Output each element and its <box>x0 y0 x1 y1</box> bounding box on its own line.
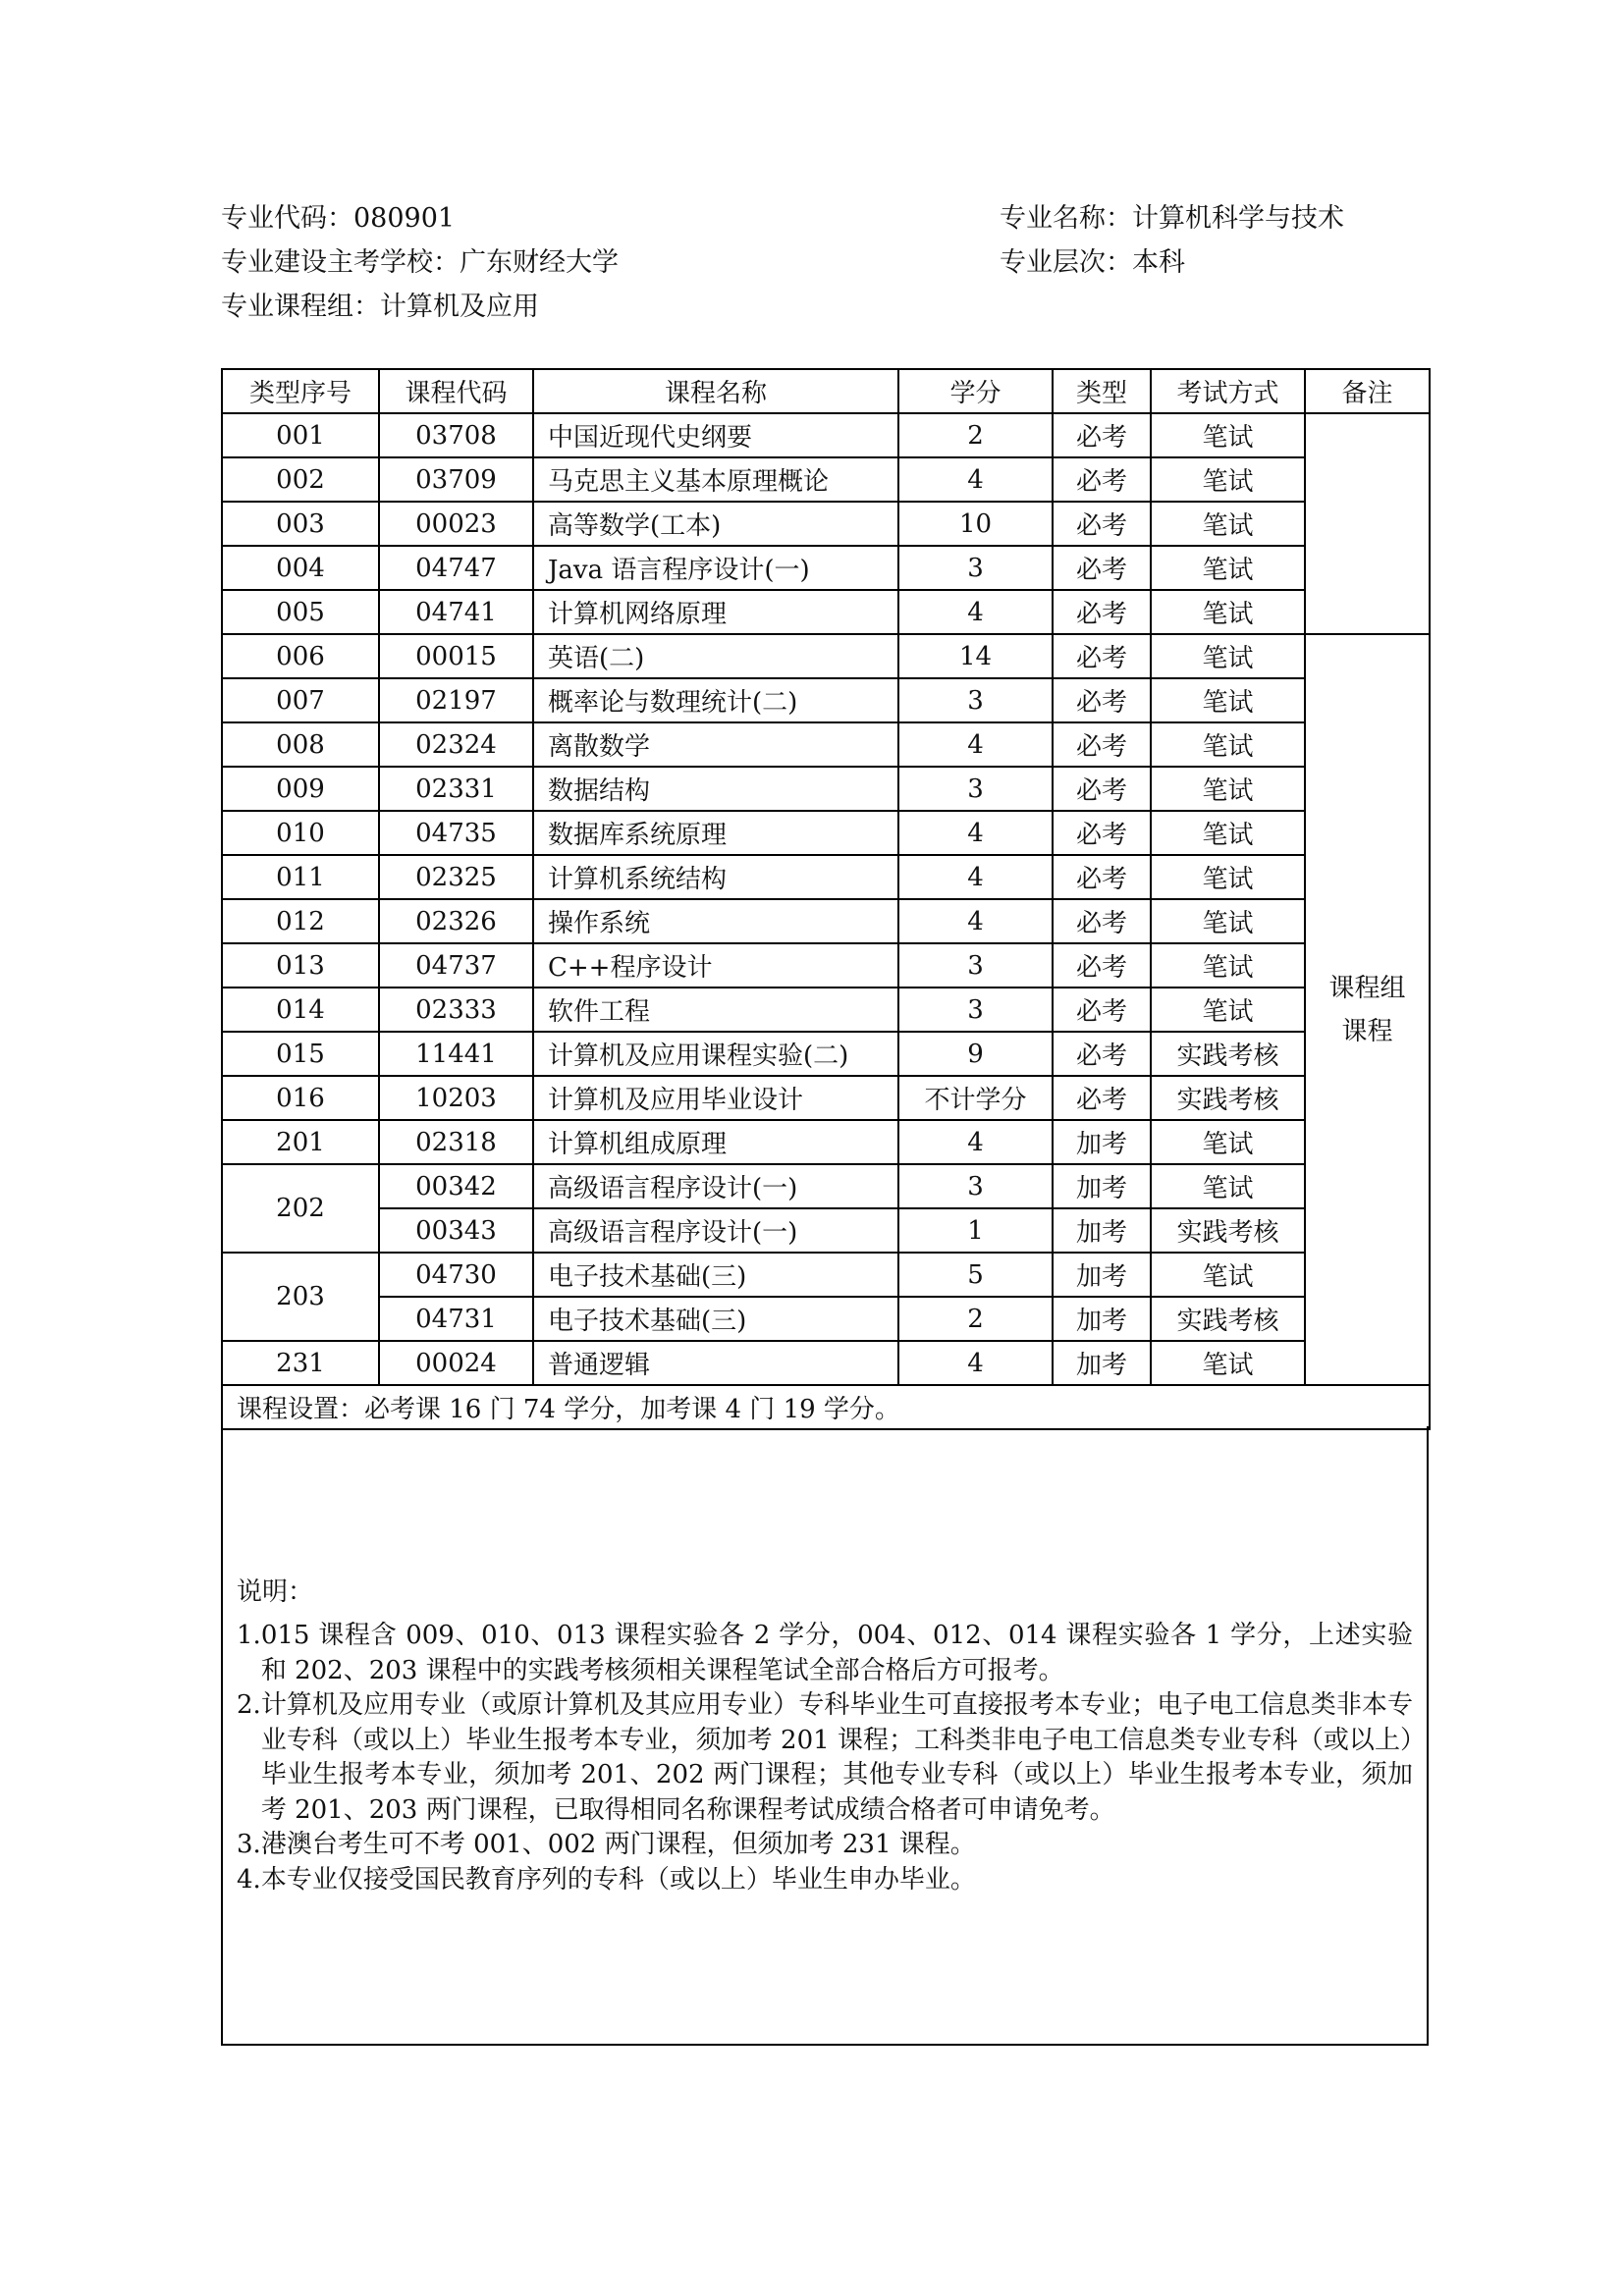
cell-credit: 2 <box>898 413 1053 457</box>
note-item <box>237 1863 1413 1898</box>
cell-type: 必考 <box>1053 457 1151 502</box>
note-number: 4. <box>237 1864 261 1895</box>
cell-credit: 4 <box>898 1120 1053 1164</box>
cell-seq: 002 <box>222 457 379 502</box>
cell-name: Java 语言程序设计(一) <box>533 546 898 590</box>
cell-type: 加考 <box>1053 1253 1151 1297</box>
cell-exam: 笔试 <box>1151 413 1305 457</box>
table-row <box>222 634 1430 678</box>
course-group: 专业课程组：计算机及应用 <box>221 292 539 322</box>
cell-exam: 笔试 <box>1151 943 1305 988</box>
cell-credit: 5 <box>898 1253 1053 1297</box>
cell-credit: 不计学分 <box>898 1076 1053 1120</box>
cell-type: 必考 <box>1053 590 1151 634</box>
note-number: 2. <box>237 1690 261 1720</box>
cell-credit: 9 <box>898 1032 1053 1076</box>
cell-type: 必考 <box>1053 634 1151 678</box>
table-row <box>222 678 1430 722</box>
table-row <box>222 546 1430 590</box>
host-school: 专业建设主考学校：广东财经大学 <box>221 247 619 278</box>
cell-seq: 003 <box>222 502 379 546</box>
cell-exam: 笔试 <box>1151 678 1305 722</box>
cell-seq: 231 <box>222 1341 379 1385</box>
cell-exam: 笔试 <box>1151 546 1305 590</box>
remark-line-2: 课程 <box>1341 1016 1393 1046</box>
table-row <box>222 722 1430 767</box>
cell-code: 04731 <box>379 1297 533 1341</box>
note-text: 计算机及应用专业（或原计算机及其应用专业）专科毕业生可直接报考本专业；电子电工信息类非本专业专科（或以上）毕业生报考本专业，须加考 201 课程；工科类非电子电工信息类专业专科（或以上）毕业生报考本专业，须加考 201、202 两门课程；其他专业专科（或以上）毕业生报考本专业，须加考 201、203 两门课程，已取得相同名称课程考试成绩合格者可申请免考。 <box>260 1690 1413 1825</box>
cell-seq: 004 <box>222 546 379 590</box>
table-row <box>222 1208 1430 1253</box>
cell-name: 计算机及应用毕业设计 <box>533 1076 898 1120</box>
cell-type: 必考 <box>1053 678 1151 722</box>
cell-type: 加考 <box>1053 1120 1151 1164</box>
cell-seq: 016 <box>222 1076 379 1120</box>
cell-seq: 010 <box>222 811 379 855</box>
cell-name: 英语(二) <box>533 634 898 678</box>
table-row <box>222 413 1430 457</box>
cell-seq: 015 <box>222 1032 379 1076</box>
cell-code: 10203 <box>379 1076 533 1120</box>
cell-seq: 001 <box>222 413 379 457</box>
cell-code: 02318 <box>379 1120 533 1164</box>
cell-type: 必考 <box>1053 767 1151 811</box>
cell-code: 00342 <box>379 1164 533 1208</box>
col-header-code: 课程代码 <box>379 369 533 413</box>
cell-credit: 3 <box>898 678 1053 722</box>
table-row <box>222 590 1430 634</box>
cell-name: 电子技术基础(三) <box>533 1297 898 1341</box>
cell-seq: 014 <box>222 988 379 1032</box>
cell-exam: 笔试 <box>1151 855 1305 899</box>
table-row <box>222 457 1430 502</box>
col-header-type: 类型 <box>1053 369 1151 413</box>
cell-code: 02326 <box>379 899 533 943</box>
cell-exam: 笔试 <box>1151 811 1305 855</box>
table-row <box>222 855 1430 899</box>
cell-credit: 2 <box>898 1297 1053 1341</box>
table-header-row <box>222 369 1430 413</box>
table-row <box>222 1032 1430 1076</box>
table-row <box>222 1120 1430 1164</box>
cell-remark-course-group <box>1305 634 1430 1385</box>
cell-seq: 202 <box>222 1164 379 1253</box>
table-row <box>222 988 1430 1032</box>
cell-name: 计算机系统结构 <box>533 855 898 899</box>
cell-seq: 201 <box>222 1120 379 1164</box>
cell-name: 数据库系统原理 <box>533 811 898 855</box>
cell-credit: 3 <box>898 546 1053 590</box>
cell-type: 必考 <box>1053 1076 1151 1120</box>
cell-code: 02325 <box>379 855 533 899</box>
cell-exam: 实践考核 <box>1151 1297 1305 1341</box>
cell-name: C++程序设计 <box>533 943 898 988</box>
cell-type: 加考 <box>1053 1297 1151 1341</box>
cell-type: 必考 <box>1053 899 1151 943</box>
table-summary-row <box>222 1385 1430 1429</box>
note-number: 1. <box>237 1621 261 1650</box>
cell-exam: 笔试 <box>1151 722 1305 767</box>
col-header-credit: 学分 <box>898 369 1053 413</box>
cell-name: 计算机及应用课程实验(二) <box>533 1032 898 1076</box>
cell-code: 04735 <box>379 811 533 855</box>
cell-type: 必考 <box>1053 546 1151 590</box>
col-header-name: 课程名称 <box>533 369 898 413</box>
cell-name: 中国近现代史纲要 <box>533 413 898 457</box>
cell-exam: 笔试 <box>1151 457 1305 502</box>
cell-type: 加考 <box>1053 1208 1151 1253</box>
cell-credit: 4 <box>898 457 1053 502</box>
cell-code: 04747 <box>379 546 533 590</box>
cell-seq: 008 <box>222 722 379 767</box>
cell-exam: 笔试 <box>1151 767 1305 811</box>
cell-seq: 006 <box>222 634 379 678</box>
cell-code: 03709 <box>379 457 533 502</box>
cell-credit: 4 <box>898 811 1053 855</box>
cell-type: 必考 <box>1053 855 1151 899</box>
cell-code: 00343 <box>379 1208 533 1253</box>
cell-name: 高级语言程序设计(一) <box>533 1208 898 1253</box>
cell-credit: 3 <box>898 767 1053 811</box>
cell-type: 必考 <box>1053 943 1151 988</box>
table-row <box>222 767 1430 811</box>
cell-name: 计算机网络原理 <box>533 590 898 634</box>
table-row <box>222 899 1430 943</box>
cell-credit: 4 <box>898 899 1053 943</box>
note-item <box>237 1619 1413 1688</box>
cell-exam: 笔试 <box>1151 899 1305 943</box>
cell-code: 00023 <box>379 502 533 546</box>
note-text: 港澳台考生可不考 001、002 两门课程，但须加考 231 课程。 <box>260 1830 976 1859</box>
cell-code: 02197 <box>379 678 533 722</box>
note-text: 本专业仅接受国民教育序列的专科（或以上）毕业生申办毕业。 <box>260 1864 976 1895</box>
col-header-exam: 考试方式 <box>1151 369 1305 413</box>
cell-seq: 009 <box>222 767 379 811</box>
cell-name: 马克思主义基本原理概论 <box>533 457 898 502</box>
major-name: 专业名称：计算机科学与技术 <box>1000 203 1344 234</box>
cell-credit: 10 <box>898 502 1053 546</box>
cell-credit: 3 <box>898 943 1053 988</box>
notes-list <box>237 1619 1413 1897</box>
cell-code: 04737 <box>379 943 533 988</box>
cell-code: 11441 <box>379 1032 533 1076</box>
cell-credit: 3 <box>898 988 1053 1032</box>
cell-type: 加考 <box>1053 1164 1151 1208</box>
col-header-remark: 备注 <box>1305 369 1430 413</box>
cell-exam: 笔试 <box>1151 502 1305 546</box>
table-row <box>222 811 1430 855</box>
cell-credit: 4 <box>898 855 1053 899</box>
cell-exam: 实践考核 <box>1151 1032 1305 1076</box>
cell-exam: 实践考核 <box>1151 1076 1305 1120</box>
note-item <box>237 1828 1413 1863</box>
cell-name: 操作系统 <box>533 899 898 943</box>
cell-code: 04730 <box>379 1253 533 1297</box>
col-header-seq: 类型序号 <box>222 369 379 413</box>
cell-name: 普通逻辑 <box>533 1341 898 1385</box>
cell-type: 必考 <box>1053 502 1151 546</box>
cell-code: 00015 <box>379 634 533 678</box>
cell-exam: 笔试 <box>1151 590 1305 634</box>
cell-type: 必考 <box>1053 988 1151 1032</box>
major-code: 专业代码：080901 <box>221 203 456 234</box>
notes-box <box>221 1426 1429 2046</box>
cell-name: 软件工程 <box>533 988 898 1032</box>
course-summary: 课程设置：必考课 16 门 74 学分，加考课 4 门 19 学分。 <box>222 1385 1430 1429</box>
cell-seq: 007 <box>222 678 379 722</box>
cell-seq: 011 <box>222 855 379 899</box>
cell-code: 03708 <box>379 413 533 457</box>
cell-type: 必考 <box>1053 722 1151 767</box>
cell-type: 加考 <box>1053 1341 1151 1385</box>
note-text: 015 课程含 009、010、013 课程实验各 2 学分，004、012、014 课程实验各 1 学分，上述实验和 202、203 课程中的实践考核须相关课程笔试全部合格后方可报考。 <box>260 1621 1413 1685</box>
cell-credit: 4 <box>898 722 1053 767</box>
cell-type: 必考 <box>1053 811 1151 855</box>
cell-code: 04741 <box>379 590 533 634</box>
major-level: 专业层次：本科 <box>1000 247 1185 278</box>
cell-code: 02331 <box>379 767 533 811</box>
cell-exam: 笔试 <box>1151 988 1305 1032</box>
cell-credit: 3 <box>898 1164 1053 1208</box>
cell-seq: 012 <box>222 899 379 943</box>
cell-name: 高等数学(工本) <box>533 502 898 546</box>
course-table <box>221 368 1431 1430</box>
cell-name: 离散数学 <box>533 722 898 767</box>
cell-seq: 203 <box>222 1253 379 1341</box>
cell-exam: 实践考核 <box>1151 1208 1305 1253</box>
table-row <box>222 1164 1430 1208</box>
cell-remark-empty <box>1305 413 1430 634</box>
cell-name: 电子技术基础(三) <box>533 1253 898 1297</box>
cell-exam: 笔试 <box>1151 1120 1305 1164</box>
table-row <box>222 502 1430 546</box>
cell-code: 02333 <box>379 988 533 1032</box>
cell-name: 计算机组成原理 <box>533 1120 898 1164</box>
cell-seq: 013 <box>222 943 379 988</box>
cell-credit: 14 <box>898 634 1053 678</box>
cell-seq: 005 <box>222 590 379 634</box>
table-row <box>222 943 1430 988</box>
cell-credit: 1 <box>898 1208 1053 1253</box>
note-number: 3. <box>237 1830 261 1859</box>
cell-code: 00024 <box>379 1341 533 1385</box>
note-item <box>237 1688 1413 1828</box>
cell-name: 概率论与数理统计(二) <box>533 678 898 722</box>
cell-name: 高级语言程序设计(一) <box>533 1164 898 1208</box>
cell-credit: 4 <box>898 590 1053 634</box>
cell-exam: 笔试 <box>1151 1341 1305 1385</box>
table-row <box>222 1253 1430 1297</box>
cell-code: 02324 <box>379 722 533 767</box>
cell-type: 必考 <box>1053 413 1151 457</box>
cell-exam: 笔试 <box>1151 634 1305 678</box>
cell-name: 数据结构 <box>533 767 898 811</box>
cell-exam: 笔试 <box>1151 1164 1305 1208</box>
remark-line-1: 课程组 <box>1328 973 1406 1003</box>
table-row <box>222 1076 1430 1120</box>
cell-exam: 笔试 <box>1151 1253 1305 1297</box>
cell-type: 必考 <box>1053 1032 1151 1076</box>
table-row <box>222 1297 1430 1341</box>
notes-title: 说明： <box>237 1577 314 1607</box>
table-row <box>222 1341 1430 1385</box>
cell-credit: 4 <box>898 1341 1053 1385</box>
